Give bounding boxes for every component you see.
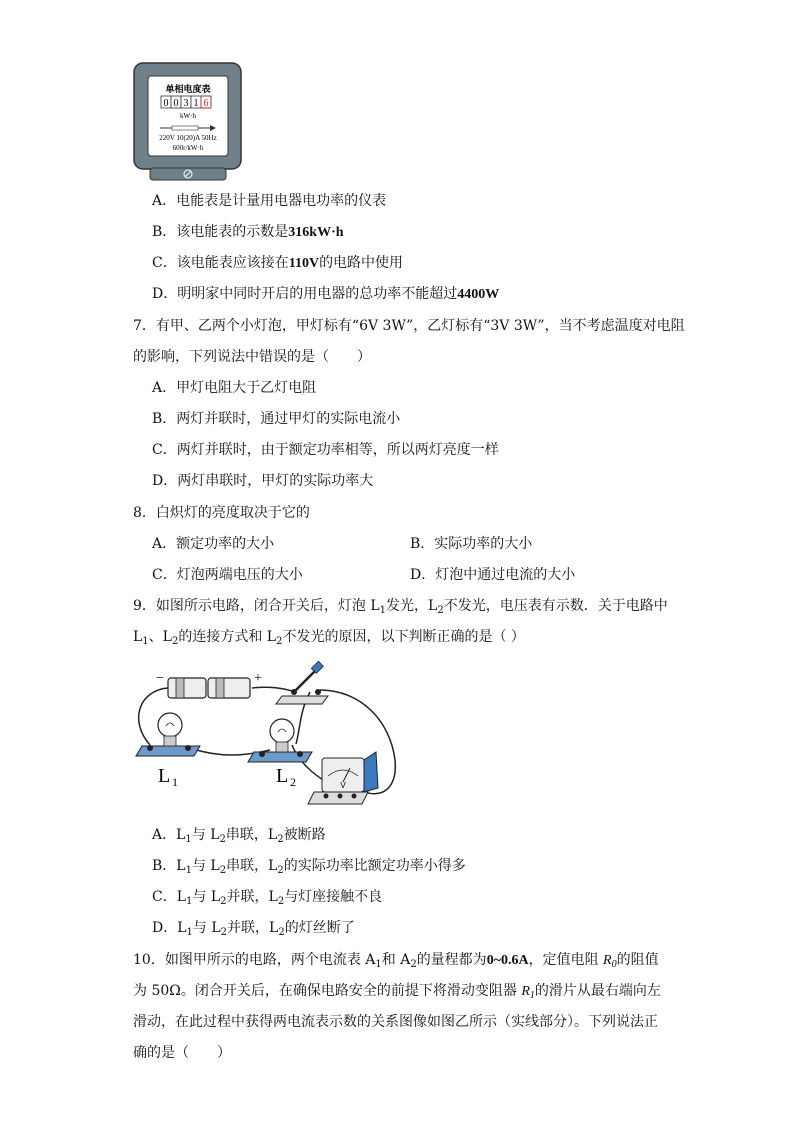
q10-stem-line4: 确的是（ ） <box>133 1045 231 1061</box>
subscript: 2 <box>220 927 228 938</box>
option-text: 与灯座接触不良 <box>284 889 383 905</box>
q8-option-b: B．实际功率的大小 <box>410 536 533 552</box>
option-text: 与 L <box>191 858 220 874</box>
option-text: C．该电能表应该接在 <box>152 255 289 271</box>
meter-constant: 600r/kW·h <box>172 144 204 152</box>
meter-digit: 3 <box>183 98 189 109</box>
resistor-symbol: R <box>521 984 530 999</box>
stem-text: 的连接方式和 L <box>178 629 277 645</box>
subscript: 2 <box>276 636 283 647</box>
resistor-symbol: R <box>603 953 612 968</box>
meter-rating: 220V 10(20)A 50Hz <box>159 134 217 142</box>
stem-text: L <box>133 629 143 645</box>
option-text: D．明明家中同时开启的用电器的总功率不能超过 <box>152 286 458 302</box>
lamp-l1-label: L <box>158 765 171 787</box>
subscript: 1 <box>375 959 382 970</box>
option-text: D．L <box>152 920 187 936</box>
q7-option-b: B．两灯并联时，通过甲灯的实际电流小 <box>152 411 401 427</box>
subscript: 2 <box>278 927 285 938</box>
stem-text: 不发光的原因，以下判断正确的是（ ） <box>282 629 525 645</box>
q6-option-a: A．电能表是计量用电器电功率的仪表 <box>152 193 387 209</box>
stem-text: 为 50Ω。闭合开关后，在确保电路安全的前提下将滑动变阻器 <box>133 983 522 999</box>
option-text: 与 L <box>192 920 221 936</box>
meter-unit: kW·h <box>180 112 196 120</box>
meter-digit-decimal: 6 <box>203 98 209 109</box>
meter-digit: 1 <box>193 98 199 109</box>
option-text: 并联，L <box>226 889 278 905</box>
range-value: 0~0.6A <box>486 953 529 968</box>
q9-option-b <box>152 857 466 875</box>
subscript: 1 <box>185 834 192 845</box>
stem-text: 不发光，电压表有示数．关于电路中 <box>443 598 668 614</box>
option-text: B．L <box>152 858 186 874</box>
q7-option-c: C．两灯并联时，由于额定功率相等，所以两灯亮度一样 <box>152 442 499 458</box>
q8-option-a: A．额定功率的大小 <box>152 536 275 552</box>
stem-text: 9．如图所示电路，闭合开关后，灯泡 L <box>133 598 380 614</box>
q10-stem-line3: 滑动，在此过程中获得两电流表示数的关系图像如图乙所示（实线部分）。下列说法正 <box>133 1014 658 1030</box>
option-text: C．L <box>152 889 187 905</box>
q10-stem-line2 <box>133 982 661 1001</box>
option-value: 4400W <box>457 287 500 302</box>
q7-stem-line2: 的影响，下列说法中错误的是（ ） <box>133 349 371 365</box>
option-text: 并联，L <box>227 920 279 936</box>
voltmeter-label: V <box>340 781 346 790</box>
subscript: 2 <box>219 865 227 876</box>
subscript: 0 <box>611 959 617 970</box>
subscript: 2 <box>277 896 285 907</box>
option-text: 串联，L <box>225 827 278 843</box>
q10-stem-line1 <box>133 951 659 970</box>
q7-option-a: A．甲灯电阻大于乙灯电阻 <box>152 380 317 396</box>
stem-text: 的量程都为 <box>416 952 487 968</box>
subscript: 1 <box>379 605 387 616</box>
option-text: 与 L <box>191 827 220 843</box>
option-text: A．L <box>152 827 186 843</box>
subscript: 2 <box>277 834 284 845</box>
subscript: 1 <box>186 927 193 938</box>
lamp-l1-subscript: 1 <box>172 775 178 789</box>
q9-option-d <box>152 919 355 937</box>
meter-digit: 0 <box>173 98 179 109</box>
option-text: 的电路中使用 <box>319 255 404 271</box>
q7-option-d: D．两灯串联时，甲灯的实际功率大 <box>152 473 374 489</box>
stem-text: 的滑片从最右端向左 <box>534 983 661 999</box>
subscript: 2 <box>220 896 227 907</box>
subscript: 1 <box>142 636 149 647</box>
subscript: 2 <box>437 605 444 616</box>
option-value: 110V <box>288 256 320 271</box>
stem-text: 的阻值 <box>616 952 659 968</box>
stem-text: 10．如图甲所示的电路，两个电流表 A <box>133 952 376 968</box>
q7-stem-line1: 7．有甲、乙两个小灯泡，甲灯标有“6V 3W”，乙灯标有“3V 3W”，当不考虑温度对电阻 <box>133 318 685 334</box>
option-text: 串联，L <box>226 858 278 874</box>
stem-text: 、L <box>148 629 172 645</box>
q8-stem: 8．白炽灯的亮度取决于它的 <box>133 505 310 521</box>
stem-text: 发光，L <box>386 598 438 614</box>
stem-text: ，定值电阻 <box>528 952 604 968</box>
option-value: 316kW·h <box>288 225 344 240</box>
subscript: 2 <box>410 959 417 970</box>
meter-digit: 0 <box>163 98 169 109</box>
option-text: 的灯丝断了 <box>284 920 355 936</box>
subscript: 1 <box>186 896 193 907</box>
stem-text: 和 A <box>381 952 411 968</box>
option-text: B．该电能表的示数是 <box>152 224 289 240</box>
lamp-l2-label: L <box>276 765 289 787</box>
subscript: 2 <box>219 834 226 845</box>
option-text: 的实际功率比额定功率小得多 <box>283 858 466 874</box>
option-text: 被断路 <box>283 827 326 843</box>
q9-option-c <box>152 888 382 906</box>
subscript: 1 <box>529 990 535 1001</box>
option-text: 与 L <box>192 889 221 905</box>
q8-option-c: C．灯泡两端电压的大小 <box>152 567 303 583</box>
subscript: 2 <box>171 636 179 647</box>
lamp-l2-subscript: 2 <box>290 775 296 789</box>
subscript: 1 <box>185 865 192 876</box>
meter-title: 单相电度表 <box>165 84 211 94</box>
q8-option-d: D．灯泡中通过电流的大小 <box>410 567 576 583</box>
subscript: 2 <box>277 865 284 876</box>
battery-minus-label: − <box>156 671 164 686</box>
q9-option-a <box>152 826 326 844</box>
battery-plus-label: + <box>254 671 262 686</box>
